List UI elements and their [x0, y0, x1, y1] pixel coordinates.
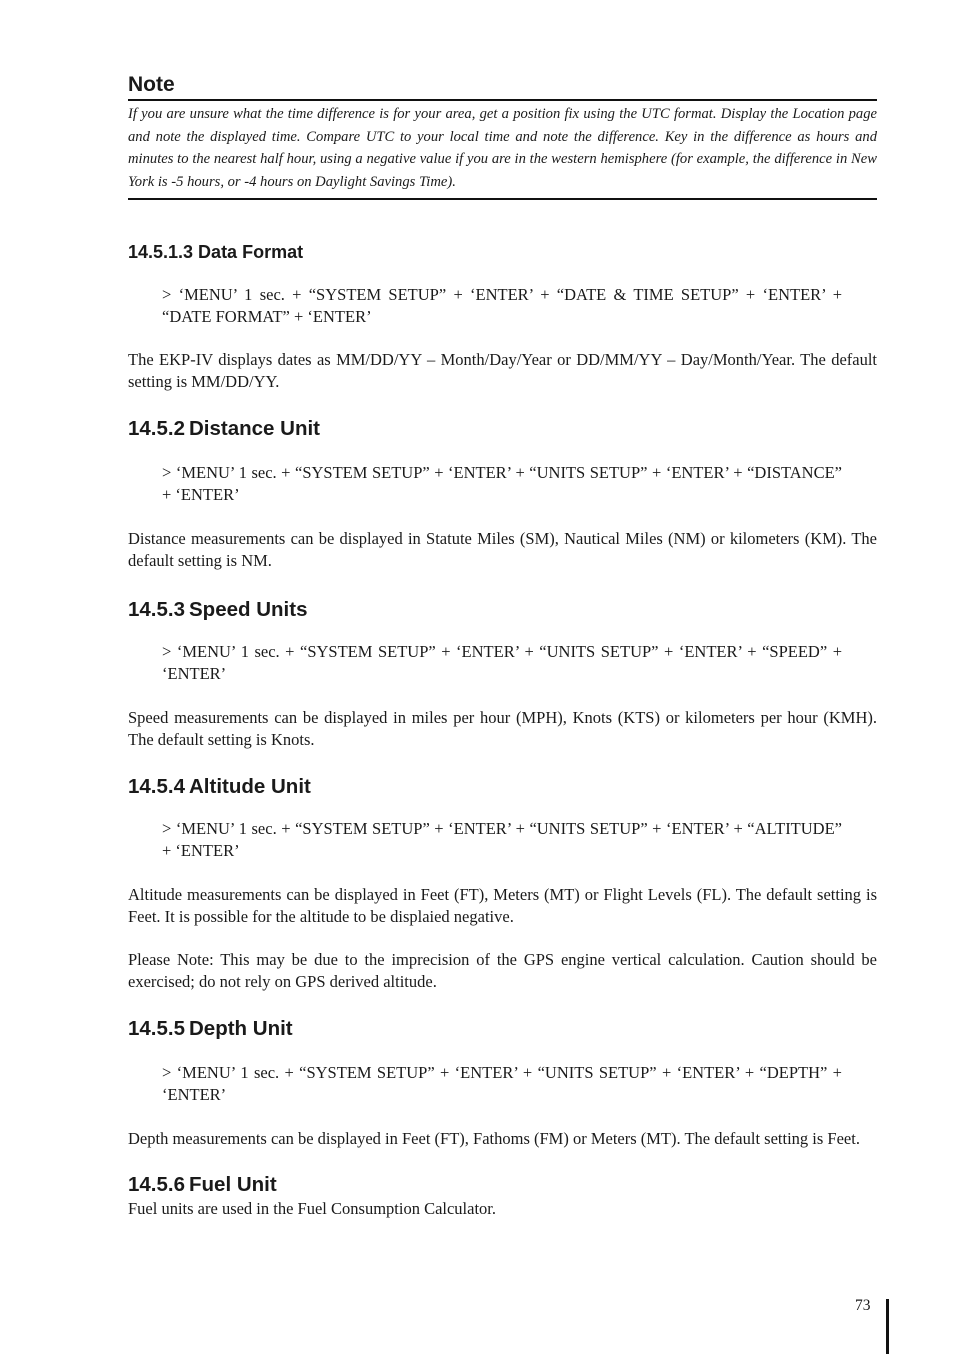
speed-heading-title: Speed Units — [189, 598, 308, 621]
speed-command: > ‘MENU’ 1 sec. + “SYSTEM SETUP” + ‘ENTER’ + “UNITS SETUP” + ‘ENTER’ + “SPEED” + ‘ENTER’ — [162, 642, 842, 683]
depth-text: Depth measurements can be displayed in Feet (FT), Fathoms (FM) or Meters (MT). The default setting is Feet. — [128, 1129, 860, 1148]
distance-heading — [128, 416, 877, 442]
depth-heading — [128, 1016, 877, 1042]
data-format-heading: 14.5.1.3 Data Format — [128, 242, 304, 262]
note-text: If you are unsure what the time difference is for your area, get a position fix using the UTC format. Display the Location page and note the displayed time. Compare UTC to your local time and note the difference. Key in the difference as hours and minutes to the nearest half hour, using a negative value if you are in the western hemisphere (for example, the difference in New York is -5 hours, or -4 hours on Daylight Savings Time). — [128, 103, 877, 200]
data-format-text: The EKP-IV displays dates as MM/DD/YY – Month/Day/Year or DD/MM/YY – Day/Month/Year. The default setting is MM/DD/YY. — [128, 350, 877, 391]
fuel-heading-title: Fuel Unit — [189, 1173, 277, 1196]
note-box — [128, 72, 877, 200]
fuel-heading — [128, 1172, 877, 1198]
data-format-command: > ‘MENU’ 1 sec. + “SYSTEM SETUP” + ‘ENTER’ + “DATE & TIME SETUP” + ‘ENTER’ + “DATE FORMAT” + ‘ENTER’ — [162, 285, 842, 326]
page-number: 73 — [855, 1297, 871, 1314]
altitude-command: > ‘MENU’ 1 sec. + “SYSTEM SETUP” + ‘ENTER’ + “UNITS SETUP” + ‘ENTER’ + “ALTITUDE” + ‘ENTER’ — [162, 819, 842, 860]
altitude-heading-number: 14.5.4 — [128, 775, 185, 798]
altitude-heading-title: Altitude Unit — [189, 775, 311, 798]
speed-heading-number: 14.5.3 — [128, 598, 185, 621]
fuel-text: Fuel units are used in the Fuel Consumption Calculator. — [128, 1199, 497, 1218]
altitude-text: Altitude measurements can be displayed in Feet (FT), Meters (MT) or Flight Levels (FL). The default setting is Feet. It is possible for the altitude to be displaied negative. — [128, 885, 877, 926]
altitude-heading — [128, 774, 877, 800]
note-title: Note — [128, 72, 877, 101]
depth-heading-number: 14.5.5 — [128, 1017, 185, 1040]
altitude-note: Please Note: This may be due to the imprecision of the GPS engine vertical calculation. Caution should be exercised; do not rely on GPS derived altitude. — [128, 950, 877, 991]
page-content — [128, 72, 877, 1220]
distance-text: Distance measurements can be displayed in Statute Miles (SM), Nautical Miles (NM) or kilometers (KM). The default setting is NM. — [128, 529, 877, 570]
distance-heading-title: Distance Unit — [189, 417, 320, 440]
depth-command: > ‘MENU’ 1 sec. + “SYSTEM SETUP” + ‘ENTER’ + “UNITS SETUP” + ‘ENTER’ + “DEPTH” + ‘ENTER’ — [162, 1063, 842, 1104]
page-margin-bar — [886, 1299, 889, 1354]
speed-text: Speed measurements can be displayed in miles per hour (MPH), Knots (KTS) or kilometers per hour (KMH). The default setting is Knots. — [128, 708, 877, 749]
speed-heading — [128, 597, 877, 623]
depth-heading-title: Depth Unit — [189, 1017, 293, 1040]
distance-command: > ‘MENU’ 1 sec. + “SYSTEM SETUP” + ‘ENTER’ + “UNITS SETUP” + ‘ENTER’ + “DISTANCE” + ‘ENTER’ — [162, 463, 842, 504]
distance-heading-number: 14.5.2 — [128, 417, 185, 440]
fuel-heading-number: 14.5.6 — [128, 1173, 185, 1196]
